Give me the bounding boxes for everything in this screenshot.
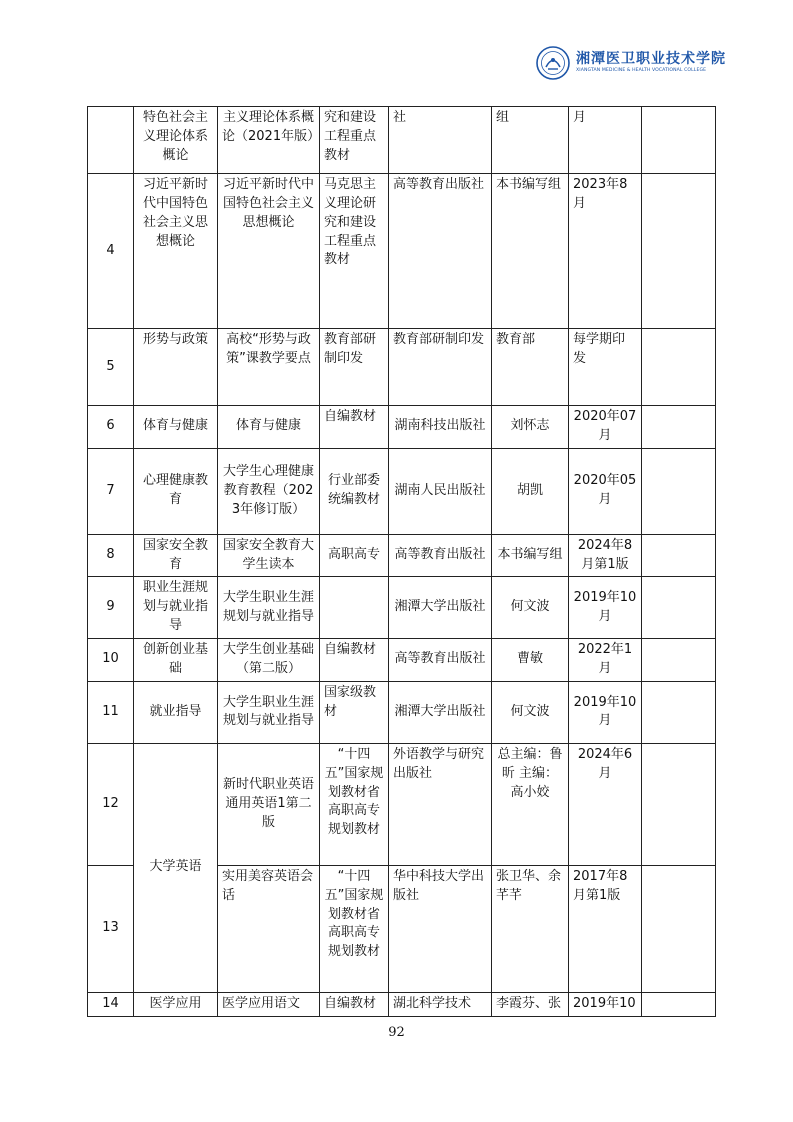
- course-name: 形势与政策: [134, 329, 218, 406]
- course-name: 职业生涯规划与就业指导: [134, 577, 218, 639]
- publish-date: 2023年8月: [569, 174, 642, 329]
- row-number: 4: [88, 174, 134, 329]
- table-row: [88, 638, 716, 681]
- table-row: [88, 681, 716, 743]
- table-row: [88, 174, 716, 329]
- page-number: 92: [388, 1025, 405, 1040]
- publish-date: 月: [569, 107, 642, 174]
- publish-date: 2017年8月第1版: [569, 865, 642, 992]
- publisher: 外语教学与研究出版社: [389, 743, 492, 865]
- publisher: 湖北科学技术: [389, 992, 492, 1016]
- remark: [642, 865, 716, 992]
- publish-date: 2019年10月: [569, 577, 642, 639]
- textbook-type: 究和建设工程重点教材: [320, 107, 389, 174]
- author: 曹敏: [492, 638, 569, 681]
- textbook-type: 教育部研制印发: [320, 329, 389, 406]
- author: 本书编写组: [492, 174, 569, 329]
- textbook-type: 高职高专: [320, 534, 389, 577]
- author: 本书编写组: [492, 534, 569, 577]
- remark: [642, 107, 716, 174]
- college-logo: [536, 45, 726, 81]
- publish-date: 每学期印发: [569, 329, 642, 406]
- row-number: 6: [88, 406, 134, 449]
- textbook-title: 体育与健康: [218, 406, 320, 449]
- college-name-cn: 湘潭医卫职业技术学院: [576, 51, 726, 68]
- publisher: 湖南科技出版社: [389, 406, 492, 449]
- publisher: 教育部研制印发: [389, 329, 492, 406]
- textbook-title: 主义理论体系概论（2021年版）: [218, 107, 320, 174]
- row-number: 12: [88, 743, 134, 865]
- publisher: 高等教育出版社: [389, 638, 492, 681]
- row-number: 7: [88, 448, 134, 534]
- course-name: 体育与健康: [134, 406, 218, 449]
- textbook-title: 大学生职业生涯规划与就业指导: [218, 681, 320, 743]
- textbook-type: 自编教材: [320, 406, 389, 449]
- college-seal-icon: [536, 46, 570, 80]
- textbook-type: 自编教材: [320, 638, 389, 681]
- remark: [642, 743, 716, 865]
- remark: [642, 534, 716, 577]
- author: 总主编：鲁昕 主编：高小姣: [492, 743, 569, 865]
- textbook-title: 高校“形势与政策”课教学要点: [218, 329, 320, 406]
- remark: [642, 638, 716, 681]
- publisher: 高等教育出版社: [389, 534, 492, 577]
- publisher: 高等教育出版社: [389, 174, 492, 329]
- textbook-type: 国家级教材: [320, 681, 389, 743]
- textbook-type: [320, 577, 389, 639]
- remark: [642, 406, 716, 449]
- row-number: 10: [88, 638, 134, 681]
- table-row: [88, 406, 716, 449]
- row-number: [88, 107, 134, 174]
- textbook-title: 习近平新时代中国特色社会主义思想概论: [218, 174, 320, 329]
- row-number: 14: [88, 992, 134, 1016]
- remark: [642, 577, 716, 639]
- course-name: 大学英语: [134, 743, 218, 992]
- remark: [642, 681, 716, 743]
- course-name: 就业指导: [134, 681, 218, 743]
- publisher: 湘潭大学出版社: [389, 577, 492, 639]
- textbook-title: 大学生心理健康教育教程（2023年修订版）: [218, 448, 320, 534]
- remark: [642, 174, 716, 329]
- table-row: [88, 329, 716, 406]
- publish-date: 2020年05月: [569, 448, 642, 534]
- publish-date: 2024年8月第1版: [569, 534, 642, 577]
- textbook-title: 国家安全教育大学生读本: [218, 534, 320, 577]
- textbook-title: 大学生创业基础（第二版）: [218, 638, 320, 681]
- author: 何文波: [492, 681, 569, 743]
- table-row: [88, 534, 716, 577]
- textbook-title: 实用美容英语会话: [218, 865, 320, 992]
- textbook-title: 医学应用语文: [218, 992, 320, 1016]
- author: 何文波: [492, 577, 569, 639]
- textbook-type: 马克思主义理论研究和建设工程重点教材: [320, 174, 389, 329]
- textbook-type: “十四五”国家规划教材省高职高专规划教材: [320, 743, 389, 865]
- row-number: 13: [88, 865, 134, 992]
- course-name: 国家安全教育: [134, 534, 218, 577]
- author: 胡凯: [492, 448, 569, 534]
- table-row: [88, 743, 716, 865]
- author: 刘怀志: [492, 406, 569, 449]
- course-name: 特色社会主义理论体系概论: [134, 107, 218, 174]
- college-name-en: XIANGTAN MEDICINE & HEALTH VOCATIONAL COLLEGE: [576, 68, 707, 74]
- table-row: [88, 992, 716, 1016]
- course-name: 习近平新时代中国特色社会主义思想概论: [134, 174, 218, 329]
- row-number: 11: [88, 681, 134, 743]
- publish-date: 2019年10月: [569, 681, 642, 743]
- row-number: 8: [88, 534, 134, 577]
- author: 组: [492, 107, 569, 174]
- author: 教育部: [492, 329, 569, 406]
- textbook-type: “十四五”国家规划教材省高职高专规划教材: [320, 865, 389, 992]
- publish-date: 2024年6月: [569, 743, 642, 865]
- table-row: [88, 448, 716, 534]
- remark: [642, 448, 716, 534]
- row-number: 9: [88, 577, 134, 639]
- table-row: [88, 107, 716, 174]
- author: 李霞芬、张: [492, 992, 569, 1016]
- textbook-table: [87, 106, 716, 1017]
- publisher: 湘潭大学出版社: [389, 681, 492, 743]
- table-row: [88, 577, 716, 639]
- remark: [642, 329, 716, 406]
- publish-date: 2020年07月: [569, 406, 642, 449]
- publisher: 社: [389, 107, 492, 174]
- course-name: 创新创业基础: [134, 638, 218, 681]
- textbook-title: 大学生职业生涯规划与就业指导: [218, 577, 320, 639]
- remark: [642, 992, 716, 1016]
- textbook-type: 行业部委统编教材: [320, 448, 389, 534]
- publish-date: 2019年10: [569, 992, 642, 1016]
- row-number: 5: [88, 329, 134, 406]
- textbook-title: 新时代职业英语通用英语1第二版: [218, 743, 320, 865]
- publish-date: 2022年1月: [569, 638, 642, 681]
- course-name: 心理健康教育: [134, 448, 218, 534]
- publisher: 华中科技大学出版社: [389, 865, 492, 992]
- publisher: 湖南人民出版社: [389, 448, 492, 534]
- textbook-type: 自编教材: [320, 992, 389, 1016]
- author: 张卫华、余芊芊: [492, 865, 569, 992]
- course-name: 医学应用: [134, 992, 218, 1016]
